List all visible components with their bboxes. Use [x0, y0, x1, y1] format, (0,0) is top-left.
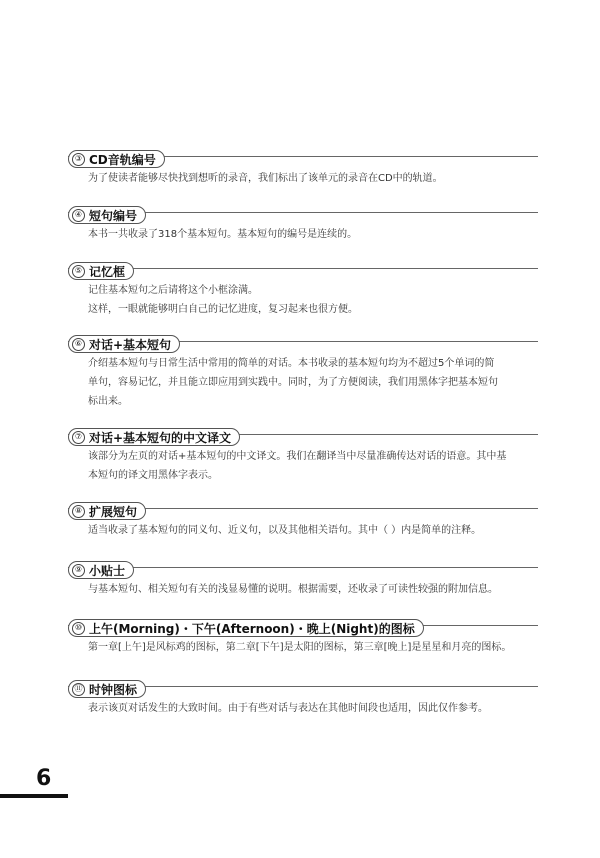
- section-cd-track: [68, 146, 536, 188]
- section-heading: [68, 335, 180, 353]
- section-clock-icon: [68, 676, 536, 718]
- section-text: 表示该页对话发生的大致时间。由于有些对话与表达在其他时间段也适用，因此仅作参考。: [88, 703, 488, 714]
- section-sentence-number: [68, 202, 536, 244]
- divider: [68, 268, 538, 269]
- section-heading: [68, 262, 134, 280]
- circled-number: ⑩: [72, 622, 85, 635]
- section-heading: [68, 206, 146, 224]
- circled-number: ⑪: [72, 683, 85, 696]
- section-text: 这样，一眼就能够明白自己的记忆进度，复习起来也很方便。: [88, 304, 358, 315]
- section-text: 单句，容易记忆，并且能立即应用到实践中。同时，为了方便阅读，我们用黑体字把基本短句: [88, 377, 498, 388]
- section-text: 本书一共收录了318个基本短句。基本短句的编号是连续的。: [88, 229, 358, 240]
- section-text: 记住基本短句之后请将这个小框涂满。: [88, 285, 258, 296]
- section-text: 第一章[上午]是风标鸡的图标，第二章[下午]是太阳的图标，第三章[晚上]是星星和月亮的图标。: [88, 642, 512, 653]
- section-text: 介绍基本短句与日常生活中常用的简单的对话。本书收录的基本短句均为不超过5个单词的简: [88, 358, 495, 369]
- section-heading: [68, 150, 165, 168]
- section-tips: [68, 557, 536, 599]
- section-text: 适当收录了基本短句的同义句、近义句，以及其他相关语句。其中（ ）内是简单的注释。: [88, 525, 482, 536]
- section-title: 小贴士: [89, 563, 126, 578]
- section-heading: [68, 502, 146, 520]
- section-heading: [68, 619, 424, 637]
- circled-number: ③: [72, 153, 85, 166]
- section-heading: [68, 680, 146, 698]
- section-dialogue: [68, 331, 536, 411]
- circled-number: ④: [72, 209, 85, 222]
- section-title: 记忆框: [89, 264, 126, 279]
- circled-number: ⑥: [72, 338, 85, 351]
- section-title: 对话+基本短句: [89, 337, 172, 352]
- page-number-rule: [0, 794, 68, 798]
- section-title: 对话+基本短句的中文译文: [89, 430, 232, 445]
- section-text: 该部分为左页的对话+基本短句的中文译文。我们在翻译当中尽量准确传达对话的语意。其中基: [88, 451, 507, 462]
- section-memory-box: [68, 258, 536, 319]
- section-title: 短句编号: [89, 208, 138, 223]
- section-extended: [68, 498, 536, 540]
- section-text: 标出来。: [88, 396, 128, 407]
- section-text: 本短句的译文用黑体字表示。: [88, 470, 218, 481]
- section-title: 时钟图标: [89, 682, 138, 697]
- circled-number: ⑨: [72, 564, 85, 577]
- section-heading: [68, 428, 240, 446]
- circled-number: ⑤: [72, 265, 85, 278]
- section-heading: [68, 561, 134, 579]
- section-text: 为了使读者能够尽快找到想听的录音，我们标出了该单元的录音在CD中的轨道。: [88, 173, 443, 184]
- section-text: 与基本短句、相关短句有关的浅显易懂的说明。根据需要，还收录了可读性较强的附加信息。: [88, 584, 498, 595]
- section-time-icons: [68, 615, 536, 657]
- section-title: 上午(Morning)・下午(Afternoon)・晚上(Night)的图标: [89, 621, 415, 636]
- section-title: 扩展短句: [89, 504, 138, 519]
- circled-number: ⑧: [72, 505, 85, 518]
- circled-number: ⑦: [72, 431, 85, 444]
- section-translation: [68, 424, 536, 485]
- divider: [68, 567, 538, 568]
- section-title: CD音轨编号: [89, 152, 156, 167]
- page-number: 6: [36, 766, 52, 791]
